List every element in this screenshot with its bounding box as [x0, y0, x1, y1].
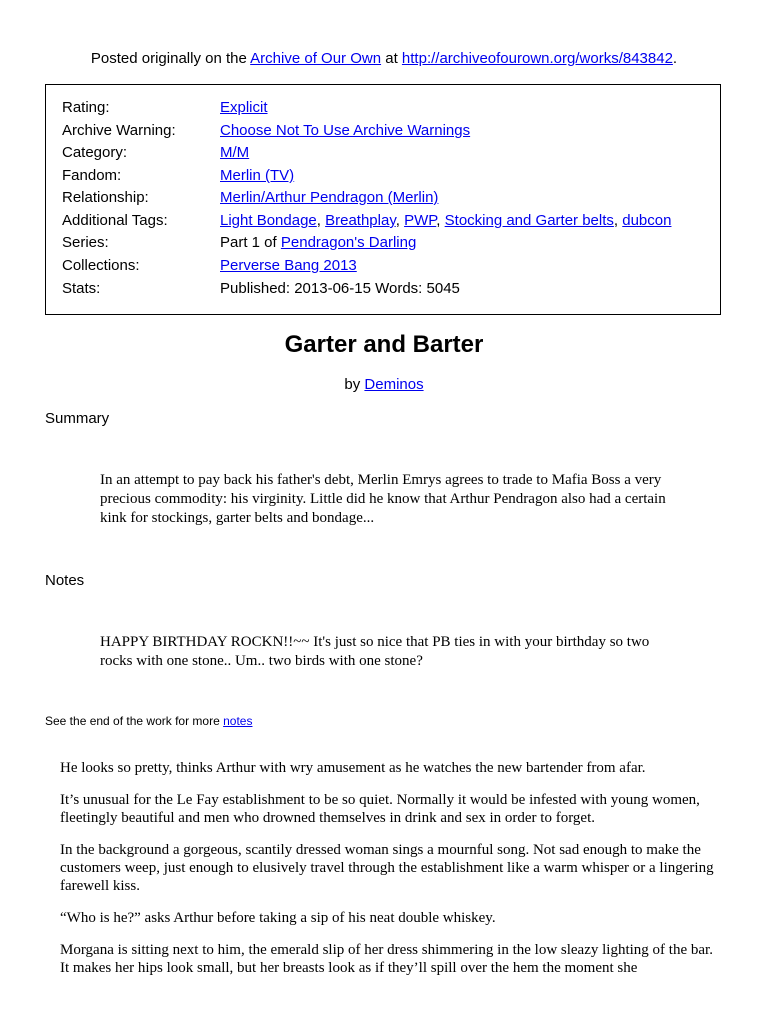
warning-link[interactable]: Choose Not To Use Archive Warnings [220, 122, 471, 139]
stats-value: Published: 2013-06-15 Words: 5045 [220, 280, 460, 297]
body-paragraph: In the background a gorgeous, scantily dressed woman sings a mournful song. Not sad enough to make the customers weep, just enough to elusively travel through the establishment like a warm whisper or a lingering farewell kiss. [60, 842, 714, 894]
summary-text: In an attempt to pay back his father's debt, Merlin Emrys agrees to trade to Mafia Boss a very precious commodity: his virginity. Little did he know that Arthur Pendragon also had a certain kink for stockings, garter belts and bondage... [100, 472, 666, 526]
body-paragraph: He looks so pretty, thinks Arthur with wry amusement as he watches the new bartender from afar. [60, 760, 646, 776]
tag-link[interactable]: Light Bondage [220, 212, 317, 229]
warning-label: Archive Warning: [62, 122, 176, 139]
series-label: Series: [62, 234, 109, 251]
notes-heading: Notes [45, 572, 85, 589]
fandom-label: Fandom: [62, 167, 122, 184]
tag-separator: , [316, 212, 326, 229]
series-prefix: Part 1 of [220, 234, 277, 251]
work-metadata-box [45, 84, 721, 315]
category-link[interactable]: M/M [220, 144, 250, 161]
work-body [60, 759, 720, 991]
body-paragraph: Morgana is sitting next to him, the emerald slip of her dress shimmering in the low sleazy lighting of the bar. It makes her hips look small, but her breasts look as if they’ll spill over the hem the moment she [60, 942, 713, 976]
archive-of-our-own-link[interactable]: Archive of Our Own [250, 50, 382, 67]
tag-link[interactable]: PWP [404, 212, 437, 229]
collections-link[interactable]: Perverse Bang 2013 [220, 257, 357, 274]
relationship-link[interactable]: Merlin/Arthur Pendragon (Merlin) [220, 189, 439, 206]
see-end-notes [45, 713, 252, 729]
tag-link[interactable]: dubcon [622, 212, 672, 229]
fandom-link[interactable]: Merlin (TV) [220, 167, 295, 184]
rating-label: Rating: [62, 99, 110, 116]
tag-link[interactable]: Breathplay [325, 212, 396, 229]
posted-prefix: Posted originally on the [90, 50, 247, 67]
tags-label: Additional Tags: [62, 212, 168, 229]
posted-mid: at [385, 50, 398, 67]
author-link[interactable]: Deminos [364, 376, 424, 393]
work-url-link[interactable]: http://archiveofourown.org/works/843842 [401, 50, 673, 67]
tag-separator: , [613, 212, 623, 229]
collections-label: Collections: [62, 257, 140, 274]
series-link[interactable]: Pendragon's Darling [280, 234, 417, 251]
notes-text: HAPPY BIRTHDAY ROCKN!!~~ It's just so nice that PB ties in with your birthday so two rocks with one stone.. Um.. two birds with one stone? [100, 634, 650, 669]
summary-heading: Summary [45, 410, 110, 427]
end-notes-link[interactable]: notes [223, 714, 253, 728]
tag-separator: , [436, 212, 445, 229]
tag-link[interactable]: Stocking and Garter belts [444, 212, 614, 229]
tag-separator: , [395, 212, 405, 229]
category-label: Category: [62, 144, 128, 161]
by-label: by [344, 376, 361, 393]
see-end-prefix: See the end of the work for more [45, 714, 220, 728]
posted-originally-line [0, 49, 768, 69]
posted-suffix: . [672, 50, 678, 67]
body-paragraph: It’s unusual for the Le Fay establishment to be so quiet. Normally it would be infested with young women, fleetingly beautiful and men who drowned themselves in drink and sex in order to forget. [60, 792, 700, 826]
work-title: Garter and Barter [284, 331, 484, 358]
byline [0, 375, 768, 395]
tags-list [220, 210, 671, 232]
rating-link[interactable]: Explicit [220, 99, 268, 116]
relationship-label: Relationship: [62, 189, 149, 206]
stats-label: Stats: [62, 280, 101, 297]
body-paragraph: “Who is he?” asks Arthur before taking a sip of his neat double whiskey. [60, 910, 496, 926]
